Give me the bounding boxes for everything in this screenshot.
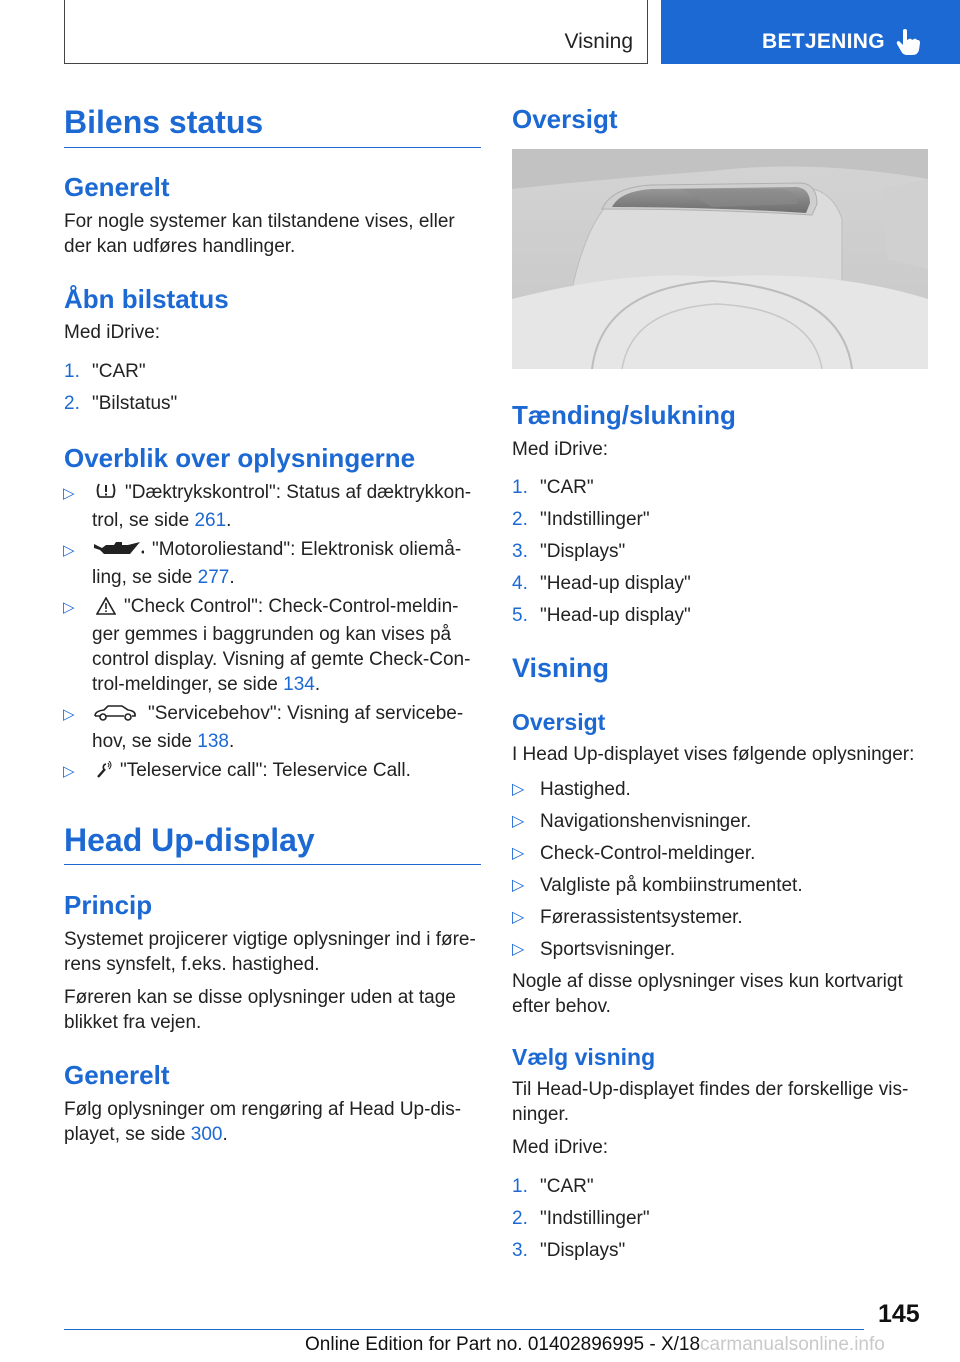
step-text: "Head-up display"	[540, 605, 691, 626]
step-text: "CAR"	[540, 477, 594, 498]
heading-generelt: Generelt	[64, 172, 170, 202]
text-line: der kan udføres handlinger.	[64, 236, 296, 257]
section-title-bilens-status: Bilens status	[64, 104, 264, 140]
heading-generelt-2: Generelt	[64, 1060, 170, 1090]
paragraph-generelt-2	[64, 1097, 461, 1147]
med-idrive-label: Med iDrive:	[64, 322, 161, 343]
step-text: "CAR"	[92, 361, 146, 382]
wrench-call-icon	[96, 761, 112, 786]
punctuation: .	[226, 510, 232, 531]
section-title-head-up-display: Head Up-display	[64, 822, 315, 858]
step-text: "Head-up display"	[540, 573, 691, 594]
text-line: efter behov.	[512, 996, 611, 1017]
bullet-text: control display. Visning af gemte Check-Con-	[92, 649, 471, 670]
page-link[interactable]: 138	[197, 731, 229, 752]
title-rule	[64, 147, 481, 148]
step-text: "Displays"	[540, 1240, 626, 1261]
bullet-text: ling, se side	[92, 567, 198, 588]
bullet-text: "Check Control": Check-Control-meldin-	[124, 596, 459, 617]
heading-aabn-bilstatus: Åbn bilstatus	[64, 284, 229, 314]
bullet-text: "Teleservice call": Teleservice Call.	[120, 760, 411, 781]
item-text: Sportsvisninger.	[540, 939, 676, 960]
head-up-display-photo	[512, 149, 928, 369]
step-text: "Bilstatus"	[92, 393, 178, 414]
watermark: carmanualsonline.info	[700, 1334, 885, 1355]
bullet-text: ger gemmes i baggrunden og kan vises på	[92, 624, 452, 645]
text-line: For nogle systemer kan tilstandene vises, eller	[64, 211, 455, 232]
bullet-text: hov, se side	[92, 731, 198, 752]
heading-oversigt: Oversigt	[512, 104, 618, 134]
step-number: 1.	[64, 361, 80, 382]
step-number: 4.	[512, 573, 528, 594]
step-text: "CAR"	[540, 1176, 594, 1197]
step-number: 2.	[512, 1208, 528, 1229]
text-line: Følg oplysninger om rengøring af Head Up-dis-	[64, 1099, 462, 1120]
header-section-label: Visning	[564, 30, 633, 53]
subheading-oversigt: Oversigt	[512, 709, 606, 735]
footer-edition: Online Edition for Part no. 01402896995 - X/18	[305, 1334, 701, 1355]
item-text: Check-Control-meldinger.	[540, 843, 756, 864]
item-text: Førerassistentsystemer.	[540, 907, 743, 928]
paragraph-vaelg	[512, 1077, 908, 1127]
step-number: 3.	[512, 1240, 528, 1261]
page-link[interactable]: 134	[283, 674, 315, 695]
triangle-bullet-icon: ▷	[512, 909, 525, 926]
header-section-box	[64, 0, 648, 64]
med-idrive-label: Med iDrive:	[512, 439, 609, 460]
triangle-bullet-icon: ▷	[63, 763, 75, 780]
page-link[interactable]: 277	[197, 567, 230, 588]
bullet-text: trol, se side	[92, 510, 195, 531]
punctuation: .	[229, 567, 235, 588]
bullet-text: trol-meldinger, se side	[92, 674, 284, 695]
bullet-text: "Dæktrykskontrol": Status af dæktrykkon-	[125, 482, 472, 503]
med-idrive-label: Med iDrive:	[512, 1137, 609, 1158]
subheading-vaelg-visning: Vælg visning	[512, 1044, 656, 1070]
page-link[interactable]: 300	[190, 1124, 223, 1145]
paragraph-princip-1	[64, 927, 476, 977]
step-number: 3.	[512, 541, 528, 562]
paragraph-princip-2	[64, 985, 456, 1035]
heading-overblik: Overblik over oplysningerne	[64, 443, 416, 473]
bullet-text: "Motoroliestand": Elektronisk oliemå-	[152, 539, 462, 560]
step-number: 1.	[512, 477, 528, 498]
title-rule	[64, 864, 481, 865]
footer-rule	[64, 1329, 864, 1330]
text-line: Nogle af disse oplysninger vises kun kortvarigt	[512, 971, 903, 992]
triangle-bullet-icon: ▷	[512, 813, 525, 830]
punctuation: .	[228, 731, 235, 752]
step-text: "Displays"	[540, 541, 626, 562]
heading-taending: Tænding/slukning	[512, 400, 736, 430]
text-line: rens synsfelt, f.eks. hastighed.	[64, 954, 320, 975]
page-link[interactable]: 261	[194, 510, 227, 531]
paragraph-generelt	[64, 209, 455, 259]
warning-triangle-icon	[96, 597, 116, 622]
step-text: "Indstillinger"	[540, 1208, 650, 1229]
paragraph-kortvarigt	[512, 969, 903, 1019]
header-chapter-label: BETJENING	[762, 30, 885, 53]
service-car-icon	[92, 704, 138, 729]
paragraph-oversigt: I Head Up-displayet vises følgende oplysninger:	[512, 744, 915, 765]
text-line: Systemet projicerer vigtige oplysninger ind i føre-	[64, 929, 476, 950]
header-chapter-tab[interactable]	[661, 0, 960, 64]
triangle-bullet-icon: ▷	[63, 485, 75, 502]
step-number: 5.	[512, 605, 528, 626]
punctuation: .	[222, 1124, 228, 1145]
item-text: Hastighed.	[540, 779, 631, 800]
text-line: Føreren kan se disse oplysninger uden at tage	[64, 987, 456, 1008]
triangle-bullet-icon: ▷	[63, 599, 75, 616]
item-text: Valgliste på kombiinstrumentet.	[540, 875, 803, 896]
step-number: 2.	[64, 393, 80, 414]
item-text: Navigationshenvisninger.	[540, 811, 752, 832]
page-number: 145	[878, 1300, 920, 1328]
text-line: playet, se side	[64, 1124, 191, 1145]
triangle-bullet-icon: ▷	[512, 941, 525, 958]
bullet-text: "Servicebehov": Visning af servicebe-	[148, 703, 464, 724]
hand-pointer-icon	[895, 28, 921, 56]
triangle-bullet-icon: ▷	[63, 706, 75, 723]
triangle-bullet-icon: ▷	[512, 845, 525, 862]
step-text: "Indstillinger"	[540, 509, 650, 530]
text-line: Til Head-Up-displayet findes der forskellige vis-	[512, 1079, 909, 1100]
heading-princip: Princip	[64, 890, 153, 920]
triangle-bullet-icon: ▷	[512, 877, 525, 894]
text-line: blikket fra vejen.	[64, 1012, 202, 1033]
triangle-bullet-icon: ▷	[63, 542, 75, 559]
tire-pressure-warning-icon	[95, 481, 117, 508]
heading-visning: Visning	[512, 653, 610, 683]
step-number: 2.	[512, 509, 528, 530]
text-line: ninger.	[512, 1104, 570, 1125]
triangle-bullet-icon: ▷	[512, 781, 525, 798]
oil-can-icon	[92, 540, 144, 565]
punctuation: .	[314, 674, 321, 695]
step-number: 1.	[512, 1176, 528, 1197]
